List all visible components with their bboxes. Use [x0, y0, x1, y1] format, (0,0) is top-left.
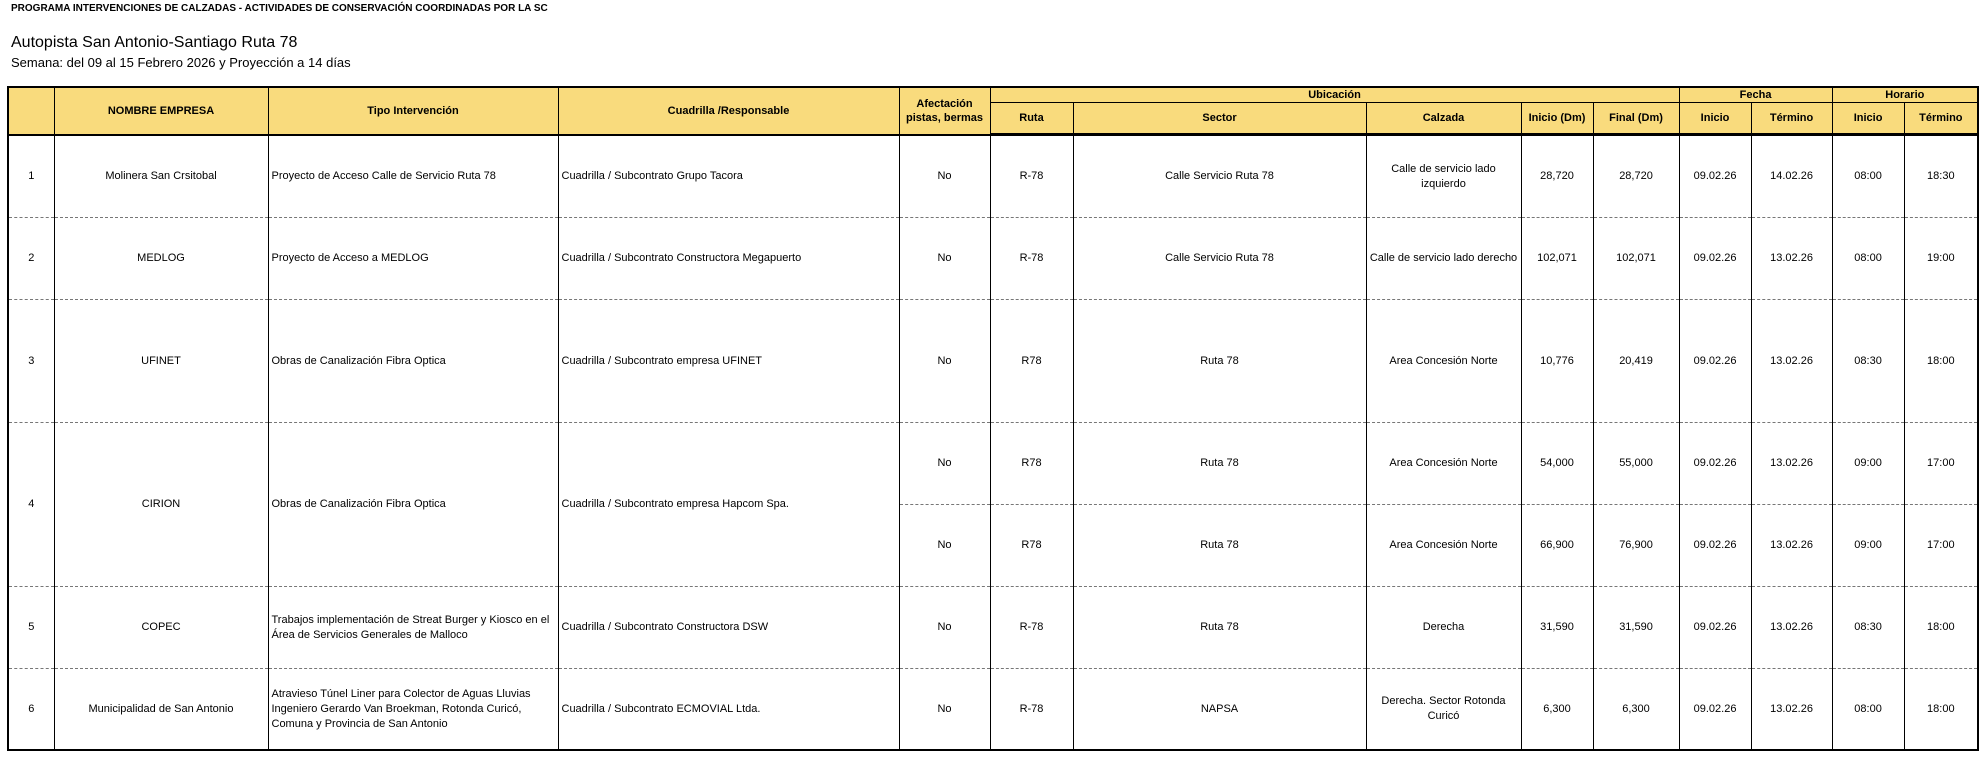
table-row	[8, 218, 1978, 300]
route: R78	[990, 423, 1073, 505]
interventions-table	[7, 86, 1979, 751]
start-time: 09:00	[1832, 423, 1904, 505]
end-dm: 55,000	[1593, 423, 1679, 505]
crew-responsible: Cuadrilla / Subcontrato Constructora Megapuerto	[558, 218, 899, 300]
header-fecha: Fecha	[1679, 87, 1832, 103]
end-time: 18:30	[1904, 135, 1978, 218]
end-time: 17:00	[1904, 423, 1978, 505]
crew-responsible: Cuadrilla / Subcontrato Constructora DSW	[558, 587, 899, 669]
sector: Ruta 78	[1073, 505, 1366, 587]
start-date: 09.02.26	[1679, 423, 1751, 505]
table-row	[8, 135, 1978, 218]
start-time: 08:00	[1832, 218, 1904, 300]
start-time: 08:30	[1832, 587, 1904, 669]
company-name: MEDLOG	[54, 218, 268, 300]
header-fecha-inicio: Inicio	[1679, 103, 1751, 135]
end-dm: 20,419	[1593, 300, 1679, 423]
route: R-78	[990, 669, 1073, 751]
document-title: PROGRAMA INTERVENCIONES DE CALZADAS - ACTIVIDADES DE CONSERVACIÓN COORDINADAS POR LA SC	[11, 3, 548, 14]
start-dm: 6,300	[1521, 669, 1593, 751]
lane-impact: No	[899, 135, 990, 218]
sector: Ruta 78	[1073, 587, 1366, 669]
roadway: Calle de servicio lado izquierdo	[1366, 135, 1521, 218]
start-dm: 66,900	[1521, 505, 1593, 587]
sector: Calle Servicio Ruta 78	[1073, 218, 1366, 300]
row-number: 2	[8, 218, 54, 300]
end-time: 19:00	[1904, 218, 1978, 300]
table-row	[8, 300, 1978, 423]
end-date: 13.02.26	[1751, 218, 1832, 300]
crew-responsible: Cuadrilla / Subcontrato Grupo Tacora	[558, 135, 899, 218]
start-dm: 28,720	[1521, 135, 1593, 218]
end-date: 13.02.26	[1751, 669, 1832, 751]
roadway: Area Concesión Norte	[1366, 505, 1521, 587]
route: R78	[990, 300, 1073, 423]
table-row	[8, 423, 1978, 505]
header-cuadrilla: Cuadrilla /Responsable	[558, 87, 899, 135]
company-name: CIRION	[54, 423, 268, 587]
lane-impact: No	[899, 218, 990, 300]
header-inicio-dm: Inicio (Dm)	[1521, 103, 1593, 135]
end-time: 17:00	[1904, 505, 1978, 587]
table-row	[8, 587, 1978, 669]
intervention-type: Obras de Canalización Fibra Optica	[268, 300, 558, 423]
table-row	[8, 669, 1978, 751]
end-date: 13.02.26	[1751, 587, 1832, 669]
header-afectacion-line1: Afectación	[916, 97, 973, 110]
row-number: 3	[8, 300, 54, 423]
end-date: 14.02.26	[1751, 135, 1832, 218]
start-date: 09.02.26	[1679, 505, 1751, 587]
start-time: 08:30	[1832, 300, 1904, 423]
end-date: 13.02.26	[1751, 505, 1832, 587]
route: R-78	[990, 135, 1073, 218]
lane-impact: No	[899, 669, 990, 751]
end-dm: 6,300	[1593, 669, 1679, 751]
header-sector: Sector	[1073, 103, 1366, 135]
company-name: COPEC	[54, 587, 268, 669]
crew-responsible: Cuadrilla / Subcontrato empresa Hapcom Spa.	[558, 423, 899, 587]
end-dm: 28,720	[1593, 135, 1679, 218]
row-number: 6	[8, 669, 54, 751]
start-time: 09:00	[1832, 505, 1904, 587]
route: R78	[990, 505, 1073, 587]
header-horario: Horario	[1832, 87, 1978, 103]
route: R-78	[990, 587, 1073, 669]
start-date: 09.02.26	[1679, 669, 1751, 751]
page-title: Autopista San Antonio-Santiago Ruta 78	[11, 34, 298, 51]
start-dm: 10,776	[1521, 300, 1593, 423]
end-dm: 102,071	[1593, 218, 1679, 300]
end-dm: 31,590	[1593, 587, 1679, 669]
header-hora-inicio: Inicio	[1832, 103, 1904, 135]
start-dm: 102,071	[1521, 218, 1593, 300]
sector: Ruta 78	[1073, 423, 1366, 505]
header-calzada: Calzada	[1366, 103, 1521, 135]
route: R-78	[990, 218, 1073, 300]
end-time: 18:00	[1904, 669, 1978, 751]
intervention-type: Trabajos implementación de Streat Burger y Kiosco en el Área de Servicios Generales de Malloco	[268, 587, 558, 669]
start-date: 09.02.26	[1679, 135, 1751, 218]
roadway: Derecha. Sector Rotonda Curicó	[1366, 669, 1521, 751]
lane-impact: No	[899, 300, 990, 423]
lane-impact: No	[899, 587, 990, 669]
row-number: 5	[8, 587, 54, 669]
end-time: 18:00	[1904, 300, 1978, 423]
sector: NAPSA	[1073, 669, 1366, 751]
start-date: 09.02.26	[1679, 587, 1751, 669]
row-number: 1	[8, 135, 54, 218]
roadway: Area Concesión Norte	[1366, 423, 1521, 505]
roadway: Area Concesión Norte	[1366, 300, 1521, 423]
header-fecha-termino: Término	[1751, 103, 1832, 135]
company-name: UFINET	[54, 300, 268, 423]
intervention-type: Obras de Canalización Fibra Optica	[268, 423, 558, 587]
start-time: 08:00	[1832, 135, 1904, 218]
sector: Calle Servicio Ruta 78	[1073, 135, 1366, 218]
intervention-type: Atravieso Túnel Liner para Colector de Aguas Lluvias Ingeniero Gerardo Van Broekman, Rotonda Curicó, Comuna y Provincia de San Antonio	[268, 669, 558, 751]
header-afectacion	[899, 87, 990, 135]
company-name: Molinera San Crsitobal	[54, 135, 268, 218]
header-final-dm: Final (Dm)	[1593, 103, 1679, 135]
page-subtitle: Semana: del 09 al 15 Febrero 2026 y Proyección a 14 días	[11, 55, 351, 70]
sector: Ruta 78	[1073, 300, 1366, 423]
crew-responsible: Cuadrilla / Subcontrato ECMOVIAL Ltda.	[558, 669, 899, 751]
start-date: 09.02.26	[1679, 300, 1751, 423]
end-date: 13.02.26	[1751, 423, 1832, 505]
start-date: 09.02.26	[1679, 218, 1751, 300]
crew-responsible: Cuadrilla / Subcontrato empresa UFINET	[558, 300, 899, 423]
intervention-type: Proyecto de Acceso a MEDLOG	[268, 218, 558, 300]
header-ruta: Ruta	[990, 103, 1073, 135]
start-dm: 31,590	[1521, 587, 1593, 669]
header-tipo: Tipo Intervención	[268, 87, 558, 135]
start-time: 08:00	[1832, 669, 1904, 751]
end-time: 18:00	[1904, 587, 1978, 669]
header-empresa: NOMBRE EMPRESA	[54, 87, 268, 135]
roadway: Calle de servicio lado derecho	[1366, 218, 1521, 300]
row-number: 4	[8, 423, 54, 587]
header-ubicacion: Ubicación	[990, 87, 1679, 103]
roadway: Derecha	[1366, 587, 1521, 669]
start-dm: 54,000	[1521, 423, 1593, 505]
header-num	[8, 87, 54, 135]
end-dm: 76,900	[1593, 505, 1679, 587]
end-date: 13.02.26	[1751, 300, 1832, 423]
header-hora-termino: Término	[1904, 103, 1978, 135]
intervention-type: Proyecto de Acceso Calle de Servicio Ruta 78	[268, 135, 558, 218]
lane-impact: No	[899, 505, 990, 587]
header-afectacion-line2: pistas, bermas	[905, 111, 984, 124]
company-name: Municipalidad de San Antonio	[54, 669, 268, 751]
lane-impact: No	[899, 423, 990, 505]
